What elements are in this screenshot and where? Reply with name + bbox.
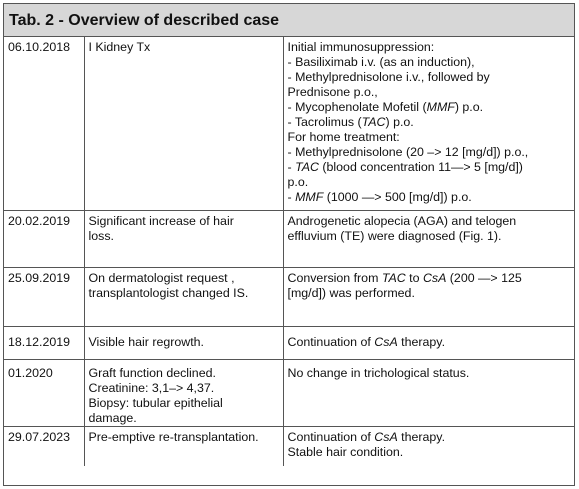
text-run: therapy.: [397, 429, 446, 444]
drug-abbreviation: TAC: [381, 270, 406, 285]
cell-line: [288, 229, 571, 244]
text-run: [mg/d]) was performed.: [287, 285, 415, 300]
table-row: [4, 326, 574, 359]
drug-abbreviation: MMF: [295, 190, 324, 204]
text-run: Continuation of: [287, 334, 375, 349]
date-cell: 06.10.2018: [4, 37, 84, 210]
text-run: to: [405, 270, 423, 285]
case-overview-table: [4, 37, 574, 466]
date-cell: 25.09.2019: [4, 267, 84, 326]
table-row: [4, 267, 574, 326]
cell-line: [288, 55, 571, 70]
cell-line: Significant increase of hair: [88, 213, 234, 228]
cell-line: [288, 70, 571, 85]
cell-line: [288, 175, 571, 190]
drug-abbreviation: TAC: [361, 115, 386, 129]
text-run: Conversion from: [287, 270, 382, 285]
text-run: Continuation of: [287, 429, 375, 444]
drug-abbreviation: CsA: [422, 270, 447, 285]
text-run: therapy.: [397, 334, 446, 349]
date-cell: 18.12.2019: [4, 326, 84, 359]
cell-line: [288, 335, 571, 350]
text-run: p.o.: [287, 175, 309, 189]
cell-line: loss.: [88, 228, 114, 243]
text-run: (200 —> 125: [446, 270, 522, 285]
cell-line: [288, 160, 571, 175]
event-cell: [84, 359, 283, 426]
text-run: -: [287, 160, 296, 174]
event-cell: [84, 426, 283, 466]
drug-abbreviation: MMF: [426, 100, 455, 114]
details-cell: [283, 37, 574, 210]
cell-line: I Kidney Tx: [88, 40, 151, 54]
cell-line: Visible hair regrowth.: [88, 334, 204, 349]
date-cell: 29.07.2023: [4, 426, 84, 466]
cell-line: [288, 214, 571, 229]
table-row: [4, 210, 574, 267]
table-row: [4, 37, 574, 210]
table-body: [4, 37, 574, 466]
event-cell: [84, 37, 283, 210]
cell-line: [288, 430, 571, 445]
details-cell: [283, 210, 574, 267]
text-run: - Basiliximab i.v. (as an induction),: [287, 55, 475, 69]
drug-abbreviation: CsA: [374, 429, 398, 444]
event-cell: [84, 326, 283, 359]
cell-line: [288, 366, 571, 381]
date-cell: 20.02.2019: [4, 210, 84, 267]
drug-abbreviation: CsA: [374, 334, 398, 349]
cell-line: [288, 445, 571, 460]
cell-line: transplantologist changed IS.: [88, 285, 249, 300]
cell-line: Biopsy: tubular epithelial: [88, 395, 223, 410]
text-run: ) p.o.: [385, 115, 414, 129]
text-run: -: [287, 190, 296, 204]
cell-line: [288, 100, 571, 115]
cell-line: [288, 40, 571, 55]
details-cell: [283, 326, 574, 359]
cell-line: [288, 130, 571, 145]
cell-line: [288, 286, 571, 301]
cell-line: On dermatologist request ,: [88, 270, 235, 285]
table-row: [4, 359, 574, 426]
text-run: - Tacrolimus (: [287, 115, 362, 129]
text-run: ) p.o.: [454, 100, 484, 114]
text-run: Androgenetic alopecia (AGA) and telogen: [287, 213, 517, 228]
drug-abbreviation: TAC: [295, 160, 319, 174]
details-cell: [283, 267, 574, 326]
text-run: effluvium (TE) were diagnosed (Fig. 1).: [287, 228, 502, 243]
text-run: - Methylprednisolone i.v., followed by: [287, 70, 490, 84]
text-run: - Methylprednisolone (20 –> 12 [mg/d]) p.o.,: [287, 145, 529, 159]
date-cell: 01.2020: [4, 359, 84, 426]
event-cell: [84, 210, 283, 267]
text-run: No change in trichological status.: [287, 365, 470, 380]
cell-line: damage.: [88, 410, 137, 425]
text-run: - Mycophenolate Mofetil (: [287, 100, 427, 114]
cell-line: Pre-emptive re-transplantation.: [88, 429, 259, 444]
text-run: (1000 —> 500 [mg/d]) p.o.: [323, 190, 472, 204]
text-run: For home treatment:: [287, 130, 400, 144]
cell-line: [288, 271, 571, 286]
table-title: Tab. 2 - Overview of described case: [4, 4, 574, 37]
text-run: Initial immunosuppression:: [287, 40, 435, 54]
cell-line: Creatinine: 3,1–> 4,37.: [88, 380, 215, 395]
case-overview-table-frame: [3, 3, 575, 486]
details-cell: [283, 359, 574, 426]
event-cell: [84, 267, 283, 326]
text-run: Stable hair condition.: [287, 444, 404, 459]
cell-line: Graft function declined.: [88, 365, 216, 380]
table-row: [4, 426, 574, 466]
cell-line: [288, 190, 571, 205]
cell-line: [288, 145, 571, 160]
details-cell: [283, 426, 574, 466]
text-run: (blood concentration 11—> 5 [mg/d]): [318, 160, 523, 174]
cell-line: [288, 85, 571, 100]
text-run: Prednisone p.o.,: [287, 85, 378, 99]
cell-line: [288, 115, 571, 130]
